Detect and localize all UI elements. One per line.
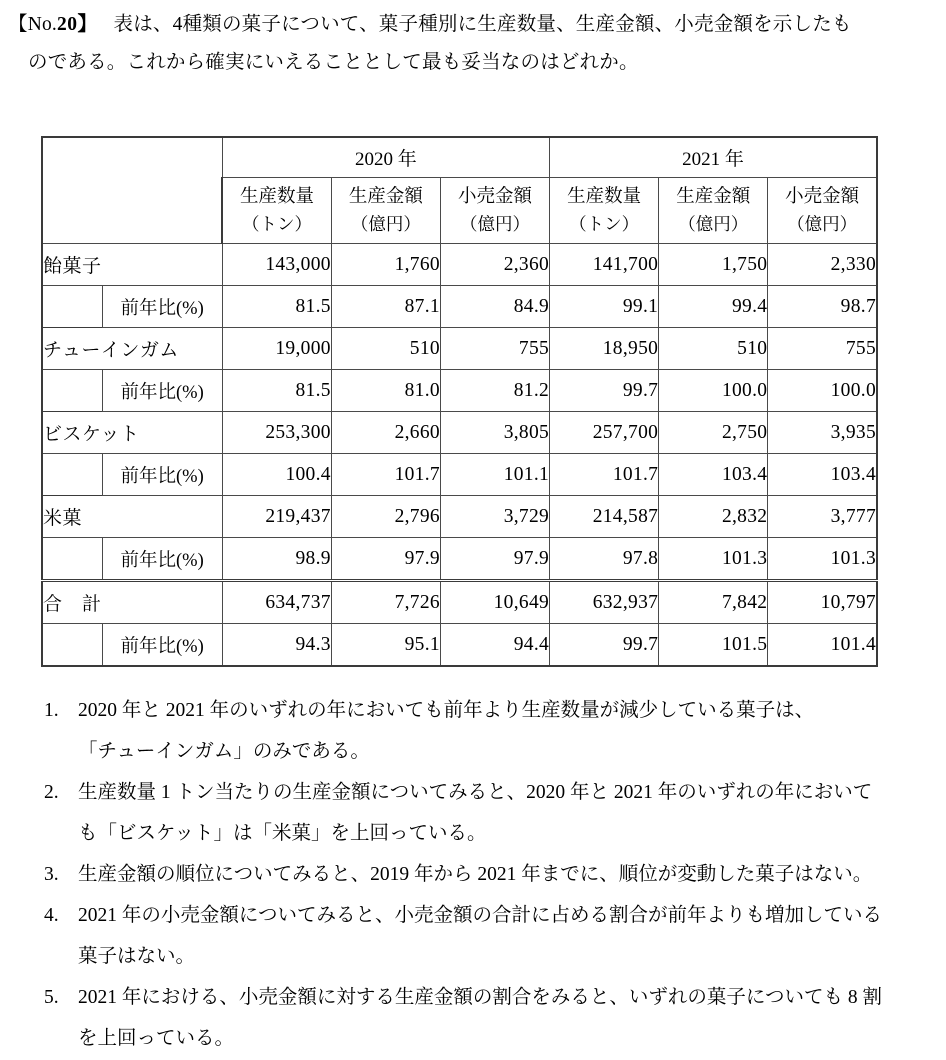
ratio-3-4: 101.3 bbox=[659, 538, 768, 581]
ratio-total-2: 94.4 bbox=[440, 624, 549, 667]
ratio-1-0: 81.5 bbox=[222, 370, 331, 412]
ratio-total-5: 101.4 bbox=[768, 624, 877, 667]
cell-2-3: 257,700 bbox=[550, 412, 659, 454]
answer-choice-4-line2: 菓子はない。 bbox=[78, 946, 196, 967]
answer-choice-5-line1: 2021 年における、小売金額に対する生産金額の割合をみると、いずれの菓子についても 8 割 bbox=[78, 987, 882, 1008]
ratio-1-5: 100.0 bbox=[768, 370, 877, 412]
ratio-spacer-3 bbox=[42, 538, 102, 581]
cell-3-5: 3,777 bbox=[768, 496, 877, 538]
cell-total-0: 634,737 bbox=[222, 581, 331, 624]
ratio-2-2: 101.1 bbox=[440, 454, 549, 496]
question-stem-line1: 表は、4種類の菓子について、菓子種別に生産数量、生産金額、小売金額を示したも bbox=[113, 14, 852, 35]
metric-header-0 bbox=[222, 178, 331, 244]
category-name-3: 米菓 bbox=[42, 496, 222, 538]
cell-0-0: 143,000 bbox=[222, 244, 331, 286]
ratio-3-5: 101.3 bbox=[768, 538, 877, 581]
cell-0-2: 2,360 bbox=[440, 244, 549, 286]
cell-1-5: 755 bbox=[768, 328, 877, 370]
ratio-3-2: 97.9 bbox=[440, 538, 549, 581]
cell-1-0: 19,000 bbox=[222, 328, 331, 370]
metric-header-5-unit: （億円） bbox=[787, 213, 858, 234]
metric-header-3-name: 生産数量 bbox=[567, 186, 642, 207]
answer-choice-5-marker: 5. bbox=[44, 987, 59, 1008]
cell-total-5: 10,797 bbox=[768, 581, 877, 624]
answer-choice-4-line1: 2021 年の小売金額についてみると、小売金額の合計に占める割合が前年よりも増加している bbox=[78, 905, 882, 926]
ratio-0-1: 87.1 bbox=[331, 286, 440, 328]
cell-2-4: 2,750 bbox=[659, 412, 768, 454]
metric-header-2-name: 小売金額 bbox=[457, 186, 532, 207]
table-row-ratio bbox=[42, 286, 877, 328]
cell-3-3: 214,587 bbox=[550, 496, 659, 538]
metric-header-1-unit: （億円） bbox=[350, 213, 421, 234]
cell-1-3: 18,950 bbox=[550, 328, 659, 370]
table-corner-cell bbox=[42, 137, 222, 244]
table-row bbox=[42, 244, 877, 286]
metric-header-5-name: 小売金額 bbox=[785, 186, 860, 207]
ratio-label-0: 前年比(%) bbox=[102, 286, 222, 328]
ratio-label-1: 前年比(%) bbox=[102, 370, 222, 412]
ratio-total-3: 99.7 bbox=[550, 624, 659, 667]
question-stem bbox=[8, 6, 932, 82]
statistics-table-container bbox=[41, 136, 878, 667]
answer-choice-1-line1: 2020 年と 2021 年のいずれの年においても前年より生産数量が減少している菓子は、 bbox=[78, 700, 815, 721]
ratio-total-1: 95.1 bbox=[331, 624, 440, 667]
metric-header-4-name: 生産金額 bbox=[676, 186, 751, 207]
ratio-1-4: 100.0 bbox=[659, 370, 768, 412]
year-header-2020: 2020 年 bbox=[222, 137, 549, 178]
table-row-total bbox=[42, 581, 877, 624]
table-row-ratio bbox=[42, 538, 877, 581]
metric-header-0-unit: （トン） bbox=[242, 213, 312, 234]
answer-choice-2-line1: 生産数量 1 トン当たりの生産金額についてみると、2020 年と 2021 年のいずれの年において bbox=[78, 782, 873, 803]
answer-choice-1-marker: 1. bbox=[44, 700, 59, 721]
table-row bbox=[42, 412, 877, 454]
question-number-bracket: 【No. bbox=[8, 14, 58, 35]
cell-3-2: 3,729 bbox=[440, 496, 549, 538]
cell-2-2: 3,805 bbox=[440, 412, 549, 454]
question-number: 20】 bbox=[57, 14, 98, 35]
cell-1-2: 755 bbox=[440, 328, 549, 370]
cell-total-4: 7,842 bbox=[659, 581, 768, 624]
ratio-label-3: 前年比(%) bbox=[102, 538, 222, 581]
answer-choice-3-marker: 3. bbox=[44, 864, 59, 885]
ratio-0-5: 98.7 bbox=[768, 286, 877, 328]
cell-total-2: 10,649 bbox=[440, 581, 549, 624]
cell-1-1: 510 bbox=[331, 328, 440, 370]
metric-header-3 bbox=[550, 178, 659, 244]
ratio-spacer-0 bbox=[42, 286, 102, 328]
metric-header-3-unit: （トン） bbox=[569, 213, 640, 234]
table-row-total-ratio bbox=[42, 624, 877, 667]
ratio-3-3: 97.8 bbox=[550, 538, 659, 581]
category-name-1: チューインガム bbox=[42, 328, 222, 370]
ratio-1-1: 81.0 bbox=[331, 370, 440, 412]
cell-2-1: 2,660 bbox=[331, 412, 440, 454]
ratio-0-2: 84.9 bbox=[440, 286, 549, 328]
table-row-ratio bbox=[42, 454, 877, 496]
ratio-spacer-1 bbox=[42, 370, 102, 412]
answer-choice-2[interactable] bbox=[8, 772, 938, 854]
answer-choices bbox=[8, 690, 938, 1059]
metric-header-0-name: 生産数量 bbox=[239, 186, 314, 207]
ratio-total-4: 101.5 bbox=[659, 624, 768, 667]
ratio-3-1: 97.9 bbox=[331, 538, 440, 581]
cell-total-1: 7,726 bbox=[331, 581, 440, 624]
metric-header-4 bbox=[659, 178, 768, 244]
ratio-spacer-2 bbox=[42, 454, 102, 496]
ratio-total-0: 94.3 bbox=[222, 624, 331, 667]
ratio-0-3: 99.1 bbox=[550, 286, 659, 328]
question-stem-line2: のである。これから確実にいえることとして最も妥当なのはどれか。 bbox=[28, 52, 639, 73]
metric-header-2 bbox=[440, 178, 549, 244]
statistics-table bbox=[41, 136, 878, 667]
answer-choice-5-line2: を上回っている。 bbox=[78, 1028, 235, 1049]
ratio-0-0: 81.5 bbox=[222, 286, 331, 328]
ratio-spacer-total bbox=[42, 624, 102, 667]
metric-header-4-unit: （億円） bbox=[678, 213, 749, 234]
answer-choice-3[interactable] bbox=[8, 854, 938, 895]
cell-1-4: 510 bbox=[659, 328, 768, 370]
table-row bbox=[42, 328, 877, 370]
answer-choice-1-line2: 「チューインガム」のみである。 bbox=[78, 741, 370, 762]
category-name-0: 飴菓子 bbox=[42, 244, 222, 286]
cell-0-1: 1,760 bbox=[331, 244, 440, 286]
year-header-2021: 2021 年 bbox=[550, 137, 877, 178]
ratio-2-0: 100.4 bbox=[222, 454, 331, 496]
ratio-0-4: 99.4 bbox=[659, 286, 768, 328]
metric-header-1-name: 生産金額 bbox=[348, 186, 423, 207]
ratio-label-total: 前年比(%) bbox=[102, 624, 222, 667]
ratio-label-2: 前年比(%) bbox=[102, 454, 222, 496]
metric-header-5 bbox=[768, 178, 877, 244]
metric-header-1 bbox=[331, 178, 440, 244]
metric-header-2-unit: （億円） bbox=[460, 213, 530, 234]
cell-3-4: 2,832 bbox=[659, 496, 768, 538]
answer-choice-4[interactable] bbox=[8, 895, 938, 977]
answer-choice-1[interactable] bbox=[8, 690, 938, 772]
ratio-2-3: 101.7 bbox=[550, 454, 659, 496]
answer-choice-4-marker: 4. bbox=[44, 905, 59, 926]
ratio-1-3: 99.7 bbox=[550, 370, 659, 412]
table-row-ratio bbox=[42, 370, 877, 412]
ratio-2-5: 103.4 bbox=[768, 454, 877, 496]
cell-0-3: 141,700 bbox=[550, 244, 659, 286]
cell-0-4: 1,750 bbox=[659, 244, 768, 286]
table-row bbox=[42, 496, 877, 538]
cell-2-5: 3,935 bbox=[768, 412, 877, 454]
cell-3-0: 219,437 bbox=[222, 496, 331, 538]
ratio-3-0: 98.9 bbox=[222, 538, 331, 581]
cell-3-1: 2,796 bbox=[331, 496, 440, 538]
cell-2-0: 253,300 bbox=[222, 412, 331, 454]
ratio-2-4: 103.4 bbox=[659, 454, 768, 496]
table-header-year-row bbox=[42, 137, 877, 178]
answer-choice-3-line1: 生産金額の順位についてみると、2019 年から 2021 年までに、順位が変動した菓子はない。 bbox=[78, 864, 873, 885]
category-name-total: 合 計 bbox=[42, 581, 222, 624]
ratio-1-2: 81.2 bbox=[440, 370, 549, 412]
answer-choice-2-marker: 2. bbox=[44, 782, 59, 803]
category-name-2: ビスケット bbox=[42, 412, 222, 454]
answer-choice-2-line2: も「ビスケット」は「米菓」を上回っている。 bbox=[78, 823, 487, 844]
ratio-2-1: 101.7 bbox=[331, 454, 440, 496]
cell-total-3: 632,937 bbox=[550, 581, 659, 624]
answer-choice-5[interactable] bbox=[8, 977, 938, 1059]
cell-0-5: 2,330 bbox=[768, 244, 877, 286]
